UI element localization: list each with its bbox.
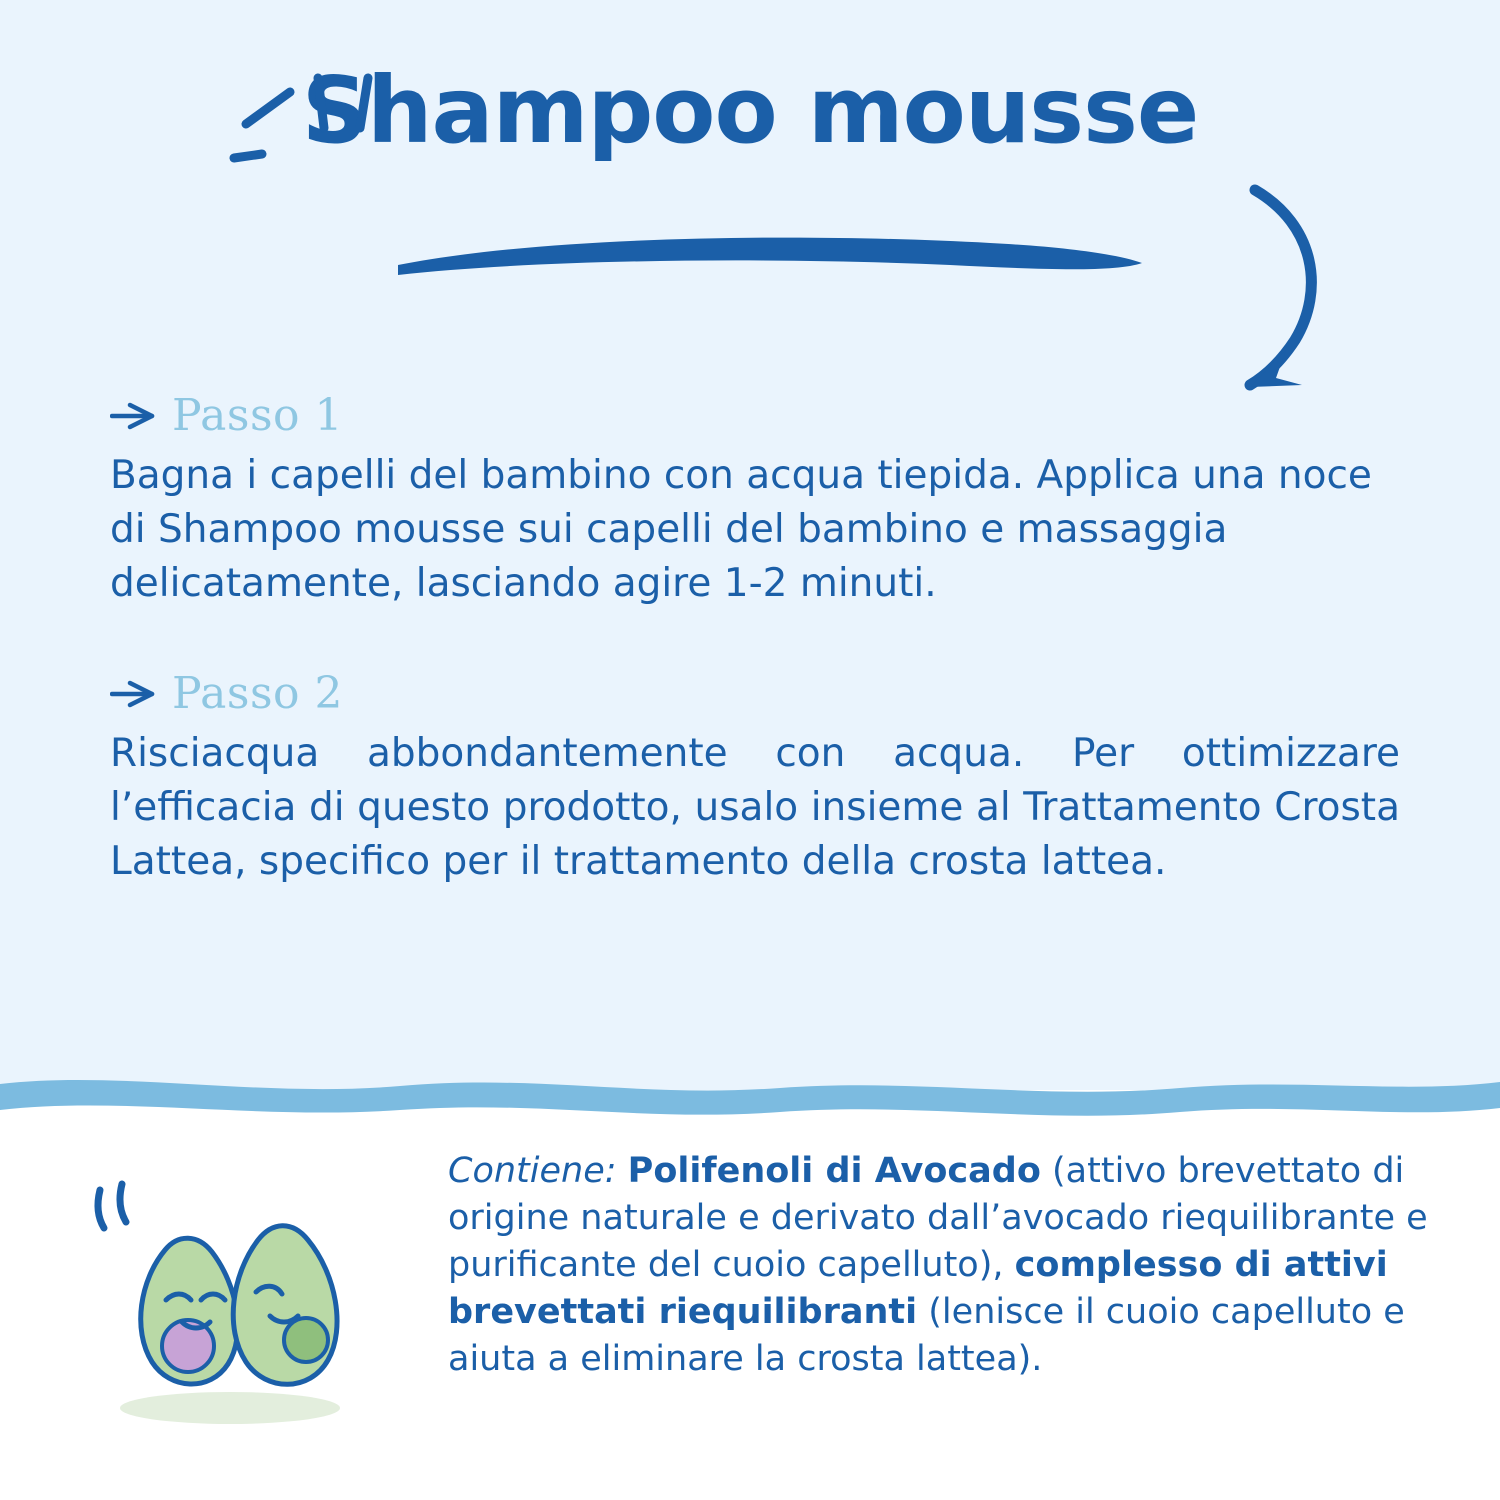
ingredients-lead: Contiene:: [448, 1151, 617, 1191]
step-1-text: Bagna i capelli del bambino con acqua tiepida. Applica una noce di Shampoo mousse sui capelli del bambino e massaggia delicatamente, lasciando agire 1-2 minuti.: [110, 453, 1372, 606]
step-arrow-icon: [110, 399, 156, 433]
step-2-header: [110, 668, 1410, 719]
brush-underline-icon: [390, 225, 1150, 285]
ingredients-bold-2: complesso di attivi brevettati riequilibranti: [448, 1244, 1388, 1332]
step-2-label: Passo 2: [172, 668, 343, 720]
ingredients-bold-1: Polifenoli di Avocado: [627, 1151, 1041, 1191]
ingredients-section: [0, 1120, 1500, 1500]
step-arrow-icon: [110, 677, 156, 711]
sparkle-marks-icon: [228, 62, 408, 172]
steps-section: [110, 390, 1410, 889]
step-1-label: Passo 1: [172, 390, 343, 441]
page-title: Shampoo mousse: [301, 57, 1199, 164]
ingredients-text-2: (lenisce il cuoio capelluto e aiuta a eliminare la crosta lattea).: [448, 1291, 1405, 1379]
step-2: [110, 668, 1410, 888]
step-1: [110, 390, 1410, 610]
torn-paper-wave-divider: [0, 1068, 1500, 1120]
step-1-header: [110, 390, 1410, 441]
step-2-text: Risciacqua abbondantemente con acqua. Per ottimizzare l’efficacia di questo prodotto, usalo insieme al Trattamento Crosta Lattea, specifico per il trattamento della crosta lattea.: [110, 731, 1400, 885]
two-avocado-characters-illustration: [70, 1140, 400, 1440]
title-block: [0, 57, 1500, 164]
ingredients-text: [448, 1148, 1448, 1382]
ingredients-text-1: (attivo brevettato di origine naturale e derivato dall’avocado riequilibrante e purificante del cuoio capelluto),: [448, 1151, 1428, 1285]
curved-arrow-icon: [1080, 180, 1340, 410]
